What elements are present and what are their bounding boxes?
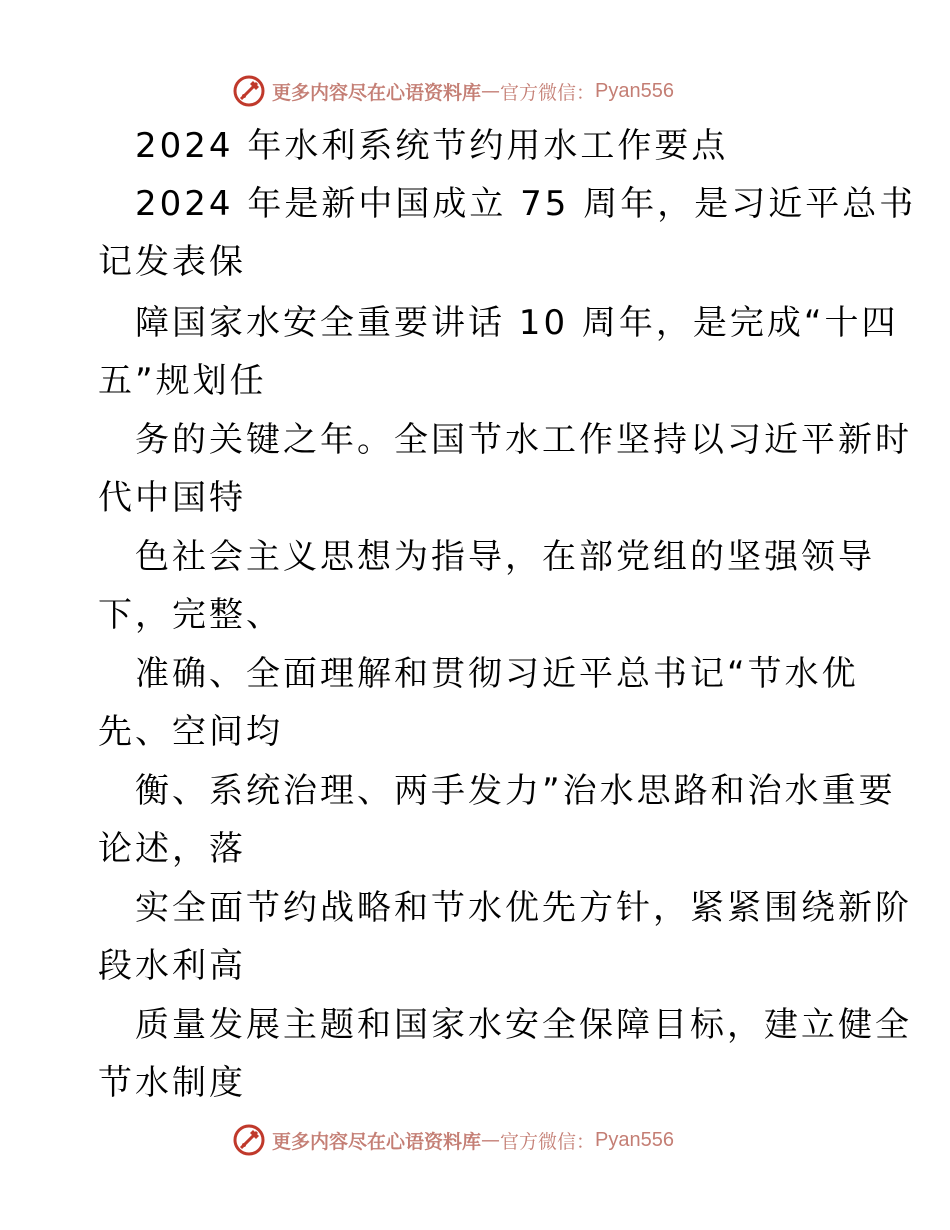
document-title: 2024 年水利系统节约用水工作要点 — [135, 126, 729, 166]
document-line: 先、空间均 — [98, 712, 283, 752]
document-line: 障国家水安全重要讲话 10 周年，是完成“十四 — [135, 303, 899, 343]
document-line: 论述，落 — [98, 829, 246, 869]
watermark-wechat-label: 官方微信： — [500, 81, 596, 104]
footer-watermark — [232, 1122, 712, 1158]
document-line: 节水制度 — [98, 1063, 246, 1103]
document-line: 记发表保 — [98, 242, 246, 282]
document-line: 质量发展主题和国家水安全保障目标，建立健全 — [135, 1005, 912, 1045]
watermark-separator: — — [481, 80, 501, 102]
document-line: 务的关键之年。全国节水工作坚持以习近平新时 — [135, 420, 912, 460]
document-line: 实全面节约战略和节水优先方针，紧紧围绕新阶 — [135, 888, 912, 928]
watermark-wechat-id: Pyan556 — [595, 1128, 674, 1151]
document-line: 色社会主义思想为指导，在部党组的坚强领导 — [135, 537, 875, 577]
document-line: 2024 年是新中国成立 75 周年，是习近平总书 — [135, 184, 917, 224]
document-line: 段水利高 — [98, 946, 246, 986]
document-line: 代中国特 — [98, 478, 246, 518]
pen-logo-icon — [232, 1123, 266, 1157]
watermark-separator: — — [481, 1129, 501, 1151]
pen-logo-icon — [232, 74, 266, 108]
document-line: 五”规划任 — [98, 361, 267, 401]
watermark-wechat-label: 官方微信： — [500, 1130, 596, 1153]
document-line: 准确、全面理解和贯彻习近平总书记“节水优 — [135, 654, 859, 694]
header-watermark — [232, 73, 712, 109]
document-line: 下，完整、 — [98, 595, 283, 635]
watermark-text: 更多内容尽在心语资料库 — [272, 81, 482, 104]
watermark-wechat-id: Pyan556 — [595, 79, 674, 102]
watermark-text: 更多内容尽在心语资料库 — [272, 1130, 482, 1153]
document-line: 衡、系统治理、两手发力”治水思路和治水重要 — [135, 771, 896, 811]
